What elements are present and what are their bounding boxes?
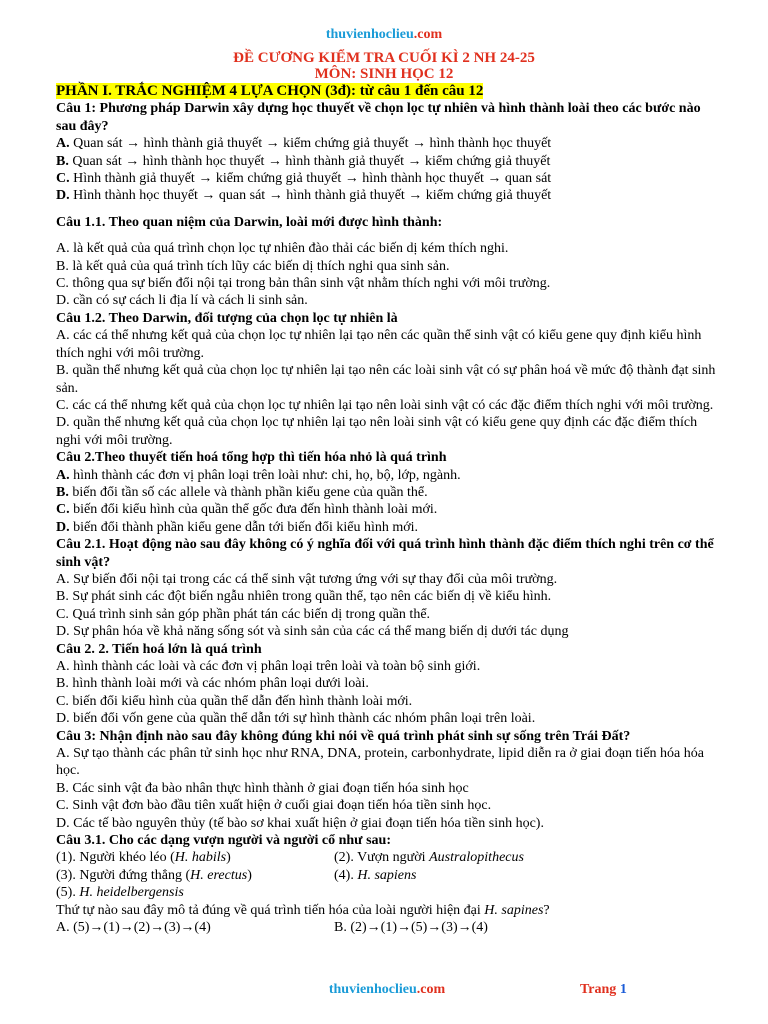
exam-title: ĐỀ CƯƠNG KIỂM TRA CUỐI KÌ 2 NH 24-25 — [233, 50, 535, 66]
q1-1-stem: Câu 1.1. Theo quan niệm của Darwin, loài mới được hình thành: — [56, 214, 443, 230]
q2-option-c: C. biến đổi kiểu hình của quần thể gốc đưa đến hình thành loài mới. — [56, 502, 438, 518]
q1-1-option-b: B. là kết quả của quá trình tích lũy các biến dị thích nghi qua sinh sản. — [56, 258, 450, 274]
q1-2-option-c: C. các cá thể nhưng kết quả của chọn lọc tự nhiên lại tạo nên loài sinh vật có các đặc điểm thích nghi với môi trường. — [56, 397, 714, 413]
q2-option-b: B. biến đổi tần số các allele và thành phần kiểu gene của quần thể. — [56, 484, 428, 500]
q1-2-stem: Câu 1.2. Theo Darwin, đối tượng của chọn lọc tự nhiên là — [56, 310, 398, 326]
q1-2-option-b: B. quần thể nhưng kết quả của chọn lọc tự nhiên lại tạo nên các loài sinh vật có sự phân hoá về mức độ thành đạt sinh sản. — [56, 363, 716, 396]
footer-site-tld: .com — [416, 982, 446, 997]
q1-1-option-c: C. thông qua sự biến đổi nội tại trong bản thân sinh vật nhằm thích nghi với môi trường. — [56, 276, 551, 292]
q3-1-option-b: B. (2)→(1)→(5)→(3)→(4) — [334, 920, 488, 936]
q2-option-a: A. hình thành các đơn vị phân loại trên loài như: chi, họ, bộ, lớp, ngành. — [56, 467, 461, 483]
footer-site-name: thuvienhoclieu — [328, 982, 417, 997]
q3-1-item-3: (3). Người đứng thẳng (H. erectus) — [56, 867, 252, 883]
q3-option-a: A. Sự tạo thành các phân tử sinh học như RNA, DNA, protein, carbonhydrate, lipid diễn ra ở giai đoạn tiến hóa hóa học. — [56, 746, 704, 779]
q2-1-option-c: C. Quá trình sinh sản góp phần phát tán các biến dị trong quần thể. — [56, 606, 431, 622]
q3-1-options — [56, 919, 716, 936]
q3-1-item-1: (1). Người khéo léo (H. habils) — [56, 850, 231, 866]
subject-title: MÔN: SINH HỌC 12 — [314, 66, 454, 82]
q3-1-question: Thứ tự nào sau đây mô tả đúng về quá trình tiến hóa của loài người hiện đại H. sapines? — [56, 902, 550, 918]
q1-2-option-d: D. quần thể nhưng kết quả của chọn lọc tự nhiên lại tạo nên loài sinh vật có kiểu gene quy định các đặc điểm thích nghi với môi trường. — [56, 415, 698, 448]
q3-option-c: C. Sinh vật đơn bào đầu tiên xuất hiện ở cuối giai đoạn tiến hóa tiền sinh học. — [56, 798, 492, 814]
q2-1-option-d: D. Sự phân hóa về khả năng sống sót và sinh sản của các cá thể mang biến dị dưới tác dụng — [56, 624, 569, 640]
q1-option-a: A. Quan sát → hình thành giả thuyết → kiểm chứng giả thuyết → hình thành học thuyết — [56, 136, 552, 152]
q2-1-option-a: A. Sự biến đổi nội tại trong các cá thể sinh vật tương ứng với sự thay đổi của môi trường. — [56, 571, 558, 587]
q1-option-b: B. Quan sát → hình thành học thuyết → hình thành giả thuyết → kiểm chứng giả thuyết — [56, 153, 551, 169]
page-number-value: 1 — [619, 982, 627, 997]
exam-content — [56, 83, 716, 937]
section-title: PHẦN I. TRẮC NGHIỆM 4 LỰA CHỌN (3đ): từ câu 1 đến câu 12 — [56, 83, 484, 99]
q2-2-option-c: C. biến đổi kiểu hình của quần thể dẫn đến hình thành loài mới. — [56, 693, 413, 709]
q3-option-b: B. Các sinh vật đa bào nhân thực hình thành ở giai đoạn tiến hóa sinh học — [56, 780, 469, 796]
footer-site — [0, 982, 768, 998]
q3-1-items-row-2 — [56, 867, 716, 884]
q2-2-option-d: D. biến đổi vốn gene của quần thể dẫn tới sự hình thành các nhóm phân loại trên loài. — [56, 711, 536, 727]
q3-stem: Câu 3: Nhận định nào sau đây không đúng khi nói về quá trình phát sinh sự sống trên Trái Đất? — [56, 728, 631, 744]
q2-2-stem: Câu 2. 2. Tiến hoá lớn là quá trình — [56, 641, 262, 657]
q2-2-option-a: A. hình thành các loài và các đơn vị phân loại trên loài và toàn bộ sinh giới. — [56, 659, 481, 674]
q2-option-d: D. biến đổi thành phần kiểu gene dẫn tới biến đổi kiểu hình mới. — [56, 519, 419, 535]
page-number — [580, 982, 627, 998]
q3-1-item-4: (4). H. sapiens — [334, 867, 417, 883]
q2-stem: Câu 2.Theo thuyết tiến hoá tổng hợp thì tiến hóa nhỏ là quá trình — [56, 450, 447, 466]
q3-1-item-2: (2). Vượn người Australopithecus — [334, 850, 524, 866]
q3-1-item-5: (5). H. heidelbergensis — [56, 885, 184, 901]
site-name: thuvienhoclieu — [325, 27, 414, 42]
q1-1-option-a: A. là kết quả của quá trình chọn lọc tự nhiên đào thải các biến dị kém thích nghi. — [56, 241, 509, 257]
q3-1-items-row-1 — [56, 849, 716, 866]
site-header — [0, 27, 768, 43]
q1-stem: Câu 1: Phương pháp Darwin xây dựng học thuyết về chọn lọc tự nhiên và hình thành loài theo các bước nào sau đây? — [56, 101, 701, 134]
q1-1-option-d: D. cần có sự cách li địa lí và cách li sinh sản. — [56, 293, 308, 309]
q3-1-stem: Câu 3.1. Cho các dạng vượn người và người cổ như sau: — [56, 833, 391, 849]
q3-1-option-a: A. (5)→(1)→(2)→(3)→(4) — [56, 920, 211, 936]
q3-option-d: D. Các tế bào nguyên thủy (tế bào sơ khai xuất hiện ở giai đoạn tiến hóa tiền sinh học). — [56, 815, 544, 831]
q2-1-option-b: B. Sự phát sinh các đột biến ngẫu nhiên trong quần thể, tạo nên các biến dị về kiểu hình. — [56, 589, 552, 605]
page-label: Trang — [580, 982, 620, 997]
q1-2-option-a: A. các cá thể nhưng kết quả của chọn lọc tự nhiên lại tạo nên các quần thể sinh vật có kiểu gene quy định kiểu hình thích nghi với môi trường. — [56, 328, 702, 361]
q1-option-d: D. Hình thành học thuyết → quan sát → hình thành giả thuyết → kiểm chứng giả thuyết — [56, 188, 552, 204]
q1-option-c: C. Hình thành giả thuyết → kiểm chứng giả thuyết → hình thành học thuyết → quan sát — [56, 171, 552, 187]
site-tld: .com — [413, 27, 443, 42]
q2-2-option-b: B. hình thành loài mới và các nhóm phân loại dưới loài. — [56, 676, 369, 692]
q2-1-stem: Câu 2.1. Hoạt động nào sau đây không có ý nghĩa đối với quá trình hình thành đặc điểm thích nghi trên cơ thể sinh vật? — [56, 537, 714, 570]
